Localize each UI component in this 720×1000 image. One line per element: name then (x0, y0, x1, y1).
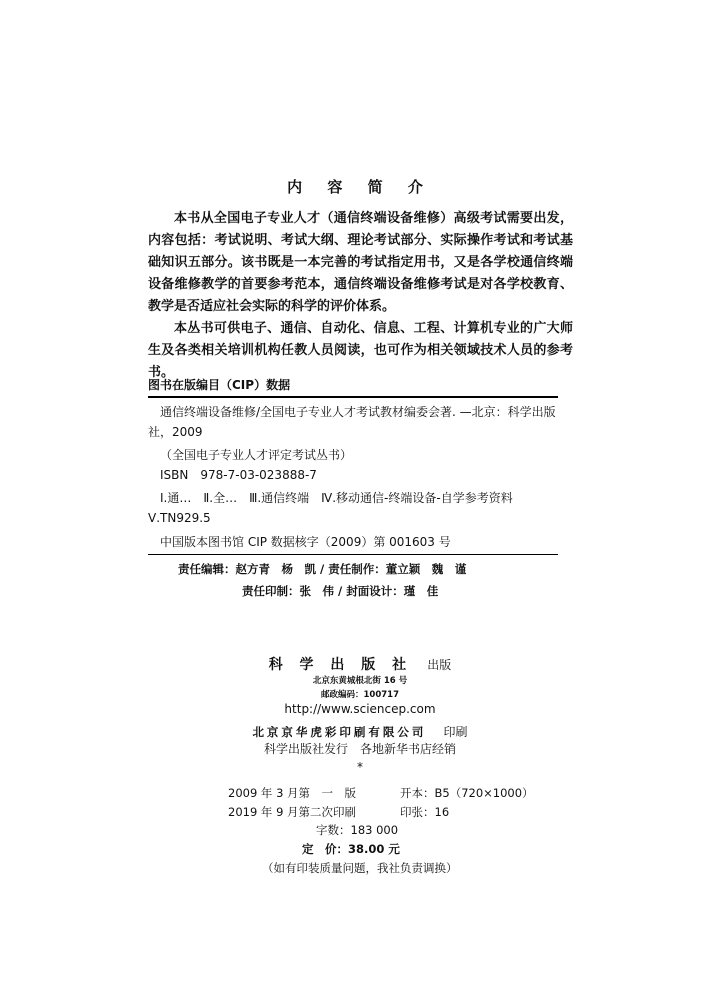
word-count: 字数：183 000 (316, 823, 399, 837)
cip-isbn: ISBN 978-7-03-023888-7 (160, 468, 317, 482)
summary-paragraph-2: 本丛书可供电子、通信、自动化、信息、工程、计算机专业的广大师生及各类相关培训机构任教人员阅读，也可作为相关领域技术人员的参考书。 (148, 321, 573, 380)
cip-heading: 图书在版编目（CIP）数据 (148, 378, 291, 392)
printing-credits: 责任印制：张 伟 / 封面设计：瑾 佳 (242, 584, 439, 598)
printer-line (0, 721, 720, 740)
first-edition-date: 2009 年 3 月第 一 版 (228, 786, 357, 800)
printer-suffix: 印刷 (443, 725, 468, 739)
cip-line-1: 通信终端设备维修/全国电子专业人才考试教材编委会著. —北京：科学出版社，2009 (148, 405, 556, 439)
printer-name: 北京京华虎彩印刷有限公司 (252, 725, 427, 739)
separator-star: * (357, 760, 363, 774)
publisher-url: http://www.sciencep.com (284, 702, 436, 716)
editor-credits: 责任编辑：赵方青 杨 凯 / 责任制作：董立颖 魏 谨 (178, 562, 467, 576)
second-printing-date: 2019 年 9 月第二次印刷 (228, 805, 357, 819)
publisher-line (0, 654, 720, 674)
summary-heading: 内 容 简 介 (287, 178, 433, 196)
summary-paragraph-1: 本书从全国电子专业人才（通信终端设备维修）高级考试需要出发，内容包括：考试说明、考试大纲、理论考试部分、实际操作考试和考试基础知识五部分。该书既是一本完善的考试指定用书，又是各学校通信终端设备维修教学的首要参考范本，通信终端设备维修考试是对各学校教育、教学是否适应社会实际的科学的评价体系。 (148, 211, 573, 314)
publisher-address: 北京东黄城根北街 16 号 (312, 676, 408, 686)
price: 定 价：38.00 元 (302, 842, 400, 856)
publisher-postcode: 邮政编码：100717 (321, 690, 399, 700)
publisher-suffix: 出版 (427, 658, 452, 672)
distribution-line: 科学出版社发行 各地新华书店经销 (263, 742, 456, 756)
cip-top-rule (148, 396, 558, 398)
cip-record-number: 中国版本图书馆 CIP 数据核字（2009）第 001603 号 (160, 535, 451, 549)
cip-classification: Ⅰ.通… Ⅱ.全… Ⅲ.通信终端 Ⅳ.移动通信-终端设备-自学参考资料 Ⅴ.TN929.5 (148, 491, 525, 525)
quality-note: （如有印装质量问题，我社负责调换） (262, 861, 458, 875)
publisher-name: 科 学 出 版 社 (268, 657, 413, 673)
cip-bottom-rule (148, 554, 558, 555)
print-sheets: 印张：16 (400, 805, 450, 819)
format-size: 开本：B5（720×1000） (400, 786, 534, 800)
cip-line-2: （全国电子专业人才评定考试丛书） (160, 448, 353, 462)
